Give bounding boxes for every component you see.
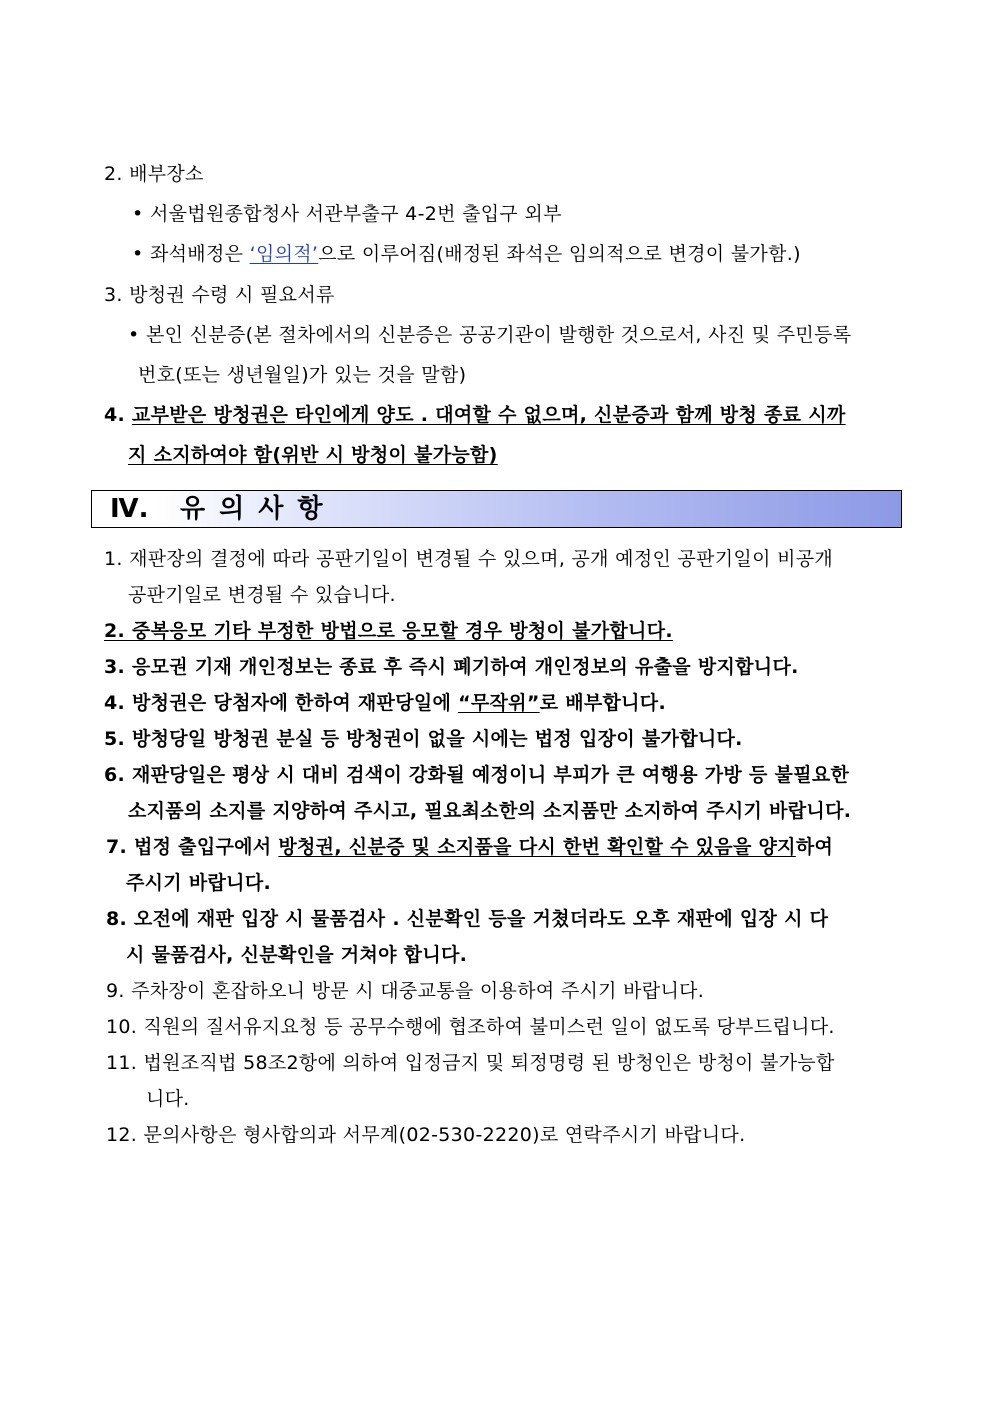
bullet-icon: • bbox=[128, 324, 140, 346]
notice-12: 12. 문의사항은 형사합의과 서무계(02-530-2220)로 연락주시기 바랍니다. bbox=[106, 1124, 746, 1146]
notice-11-line2: 니다. bbox=[146, 1088, 190, 1110]
bullet-icon: • bbox=[132, 203, 144, 225]
notice-7-post: 하여 bbox=[795, 836, 834, 858]
notice-8-line1: 8. 오전에 재판 입장 시 물품검사 . 신분확인 등을 거쳤더라도 오후 재판에 입장 시 다 bbox=[106, 908, 829, 930]
item-4-line2: 지 소지하여야 함(위반 시 방청이 불가능함) bbox=[128, 444, 498, 466]
notice-4-highlight: “무작위” bbox=[458, 692, 540, 714]
notice-4 bbox=[104, 689, 666, 717]
seat-text-pre: 좌석배정은 bbox=[150, 243, 250, 265]
list-item bbox=[132, 200, 562, 228]
section-title: 유의사항 bbox=[180, 494, 337, 524]
item-4-line1: 교부받은 방청권은 타인에게 양도 . 대여할 수 없으며, 신분증과 함께 방청 종료 시까 bbox=[131, 404, 846, 426]
notice-8-line2: 시 물품검사, 신분확인을 거쳐야 합니다. bbox=[126, 944, 468, 966]
section-banner bbox=[91, 490, 902, 528]
notice-7 bbox=[106, 833, 833, 861]
notice-11-line1: 11. 법원조직법 58조2항에 의하여 입정금지 및 퇴정명령 된 방청인은 방청이 불가능합 bbox=[106, 1052, 835, 1074]
item-3-title: 3. 방청권 수령 시 필요서류 bbox=[104, 284, 335, 306]
item-2-title: 2. 배부장소 bbox=[104, 163, 204, 185]
notice-1-line2: 공판기일로 변경될 수 있습니다. bbox=[128, 584, 396, 606]
seat-highlight: ‘임의적’ bbox=[249, 243, 319, 265]
notice-2: 2. 중복응모 기타 부정한 방법으로 응모할 경우 방청이 불가합니다. bbox=[104, 620, 673, 642]
notice-3: 3. 응모권 기재 개인정보는 종료 후 즉시 폐기하여 개인정보의 유출을 방지합니다. bbox=[104, 656, 799, 678]
list-item bbox=[132, 240, 801, 268]
id-text-line1: 본인 신분증(본 절차에서의 신분증은 공공기관이 발행한 것으로서, 사진 및 주민등록 bbox=[146, 324, 852, 346]
notice-6-line2: 소지품의 소지를 지양하여 주시고, 필요최소한의 소지품만 소지하여 주시기 바랍니다. bbox=[128, 800, 852, 822]
notice-7-highlight: 방청권, 신분증 및 소지품을 다시 한번 확인할 수 있음을 양지 bbox=[278, 836, 796, 858]
notice-4-pre: 4. 방청권은 당첨자에 한하여 재판당일에 bbox=[104, 692, 459, 714]
notice-10: 10. 직원의 질서유지요청 등 공무수행에 협조하여 불미스런 일이 없도록 당부드립니다. bbox=[106, 1016, 835, 1038]
item-4 bbox=[104, 401, 846, 429]
notice-4-post: 로 배부합니다. bbox=[539, 692, 666, 714]
notice-7-pre: 7. 법정 출입구에서 bbox=[106, 836, 279, 858]
notice-9: 9. 주차장이 혼잡하오니 방문 시 대중교통을 이용하여 주시기 바랍니다. bbox=[106, 980, 705, 1002]
bullet-icon: • bbox=[132, 243, 144, 265]
notice-7-line2: 주시기 바랍니다. bbox=[126, 872, 272, 894]
seat-text-post: 으로 이루어짐(배정된 좌석은 임의적으로 변경이 불가함.) bbox=[318, 243, 801, 265]
id-text-line2: 번호(또는 생년월일)가 있는 것을 말함) bbox=[138, 364, 467, 386]
list-item bbox=[128, 321, 851, 349]
section-numeral: Ⅳ. bbox=[110, 494, 149, 524]
notice-5: 5. 방청당일 방청권 분실 등 방청권이 없을 시에는 법정 입장이 불가합니다. bbox=[104, 728, 743, 750]
item-4-num: 4. bbox=[104, 404, 126, 426]
notice-6-line1: 6. 재판당일은 평상 시 대비 검색이 강화될 예정이니 부피가 큰 여행용 가방 등 불필요한 bbox=[104, 764, 850, 786]
location-text: 서울법원종합청사 서관부출구 4-2번 출입구 외부 bbox=[150, 203, 562, 225]
notice-1-line1: 1. 재판장의 결정에 따라 공판기일이 변경될 수 있으며, 공개 예정인 공판기일이 비공개 bbox=[104, 548, 834, 570]
